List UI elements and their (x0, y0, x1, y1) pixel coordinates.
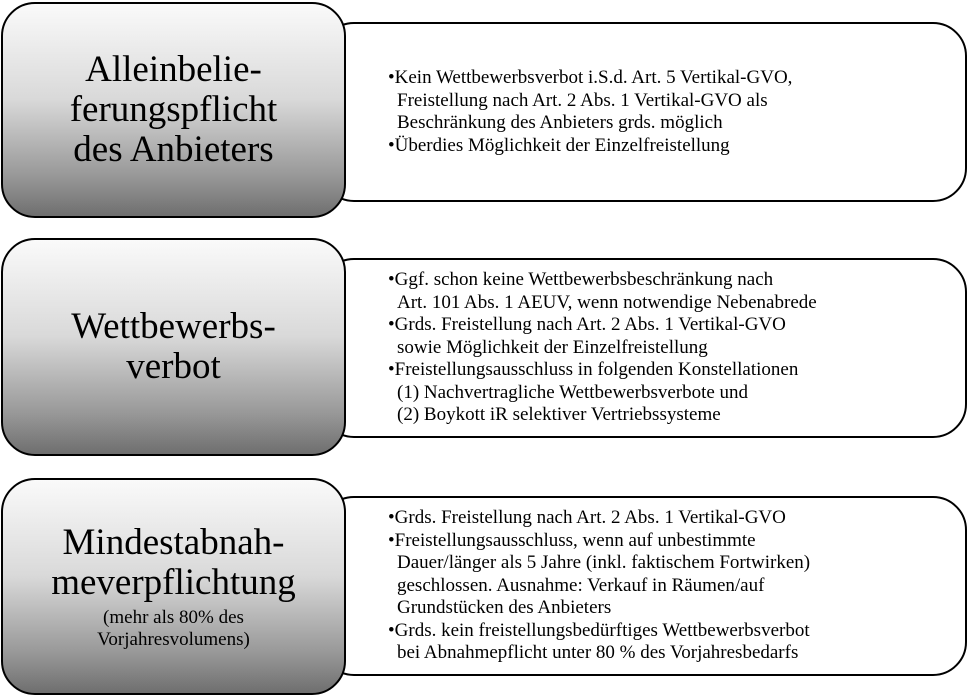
row-title: Wettbewerbs- verbot (71, 306, 276, 387)
row-subtitle: (mehr als 80% des Vorjahresvolumens) (97, 606, 250, 650)
bullet-item: •Freistellungsausschluss in folgenden Konstellationen (1) Nachvertragliche Wettbewerbsverbote und (2) Boykott iR selektiver Vertriebssysteme (388, 359, 799, 426)
bullet-item: •Grds. Freistellung nach Art. 2 Abs. 1 Vertikal-GVO (388, 507, 786, 529)
bullet-item: •Grds. Freistellung nach Art. 2 Abs. 1 Vertikal-GVO sowie Möglichkeit der Einzelfreistellung (388, 314, 786, 358)
row-text-box (320, 496, 967, 676)
bullet-item: •Überdies Möglichkeit der Einzelfreistellung (388, 134, 730, 156)
bullet-item: •Ggf. schon keine Wettbewerbsbeschränkung nach Art. 101 Abs. 1 AEUV, wenn notwendige Nebenabrede (388, 269, 817, 313)
row-title: Alleinbelie- ferungspflicht des Anbieters (69, 49, 278, 170)
bullet-item: •Kein Wettbewerbsverbot i.S.d. Art. 5 Vertikal-GVO, Freistellung nach Art. 2 Abs. 1 Vertikal-GVO als Beschränkung des Anbieters grds. möglich (388, 67, 793, 133)
row-text-box (320, 22, 967, 202)
row-label-box (1, 478, 346, 695)
bullet-item: •Grds. kein freistellungsbedürftiges Wettbewerbsverbot bei Abnahmepflicht unter 80 % des Vorjahresbedarfs (388, 619, 810, 664)
row-text-box (320, 258, 967, 438)
row-title: Mindestabnah- meverpflichtung (51, 521, 296, 603)
bullet-item: •Freistellungsausschluss, wenn auf unbestimmte Dauer/länger als 5 Jahre (inkl. faktischem Fortwirken) geschlossen. Ausnahme: Verkauf in Räumen/auf Grundstücken des Anbieters (388, 529, 811, 619)
row-label-box (1, 2, 346, 218)
row-label-box (1, 238, 346, 456)
